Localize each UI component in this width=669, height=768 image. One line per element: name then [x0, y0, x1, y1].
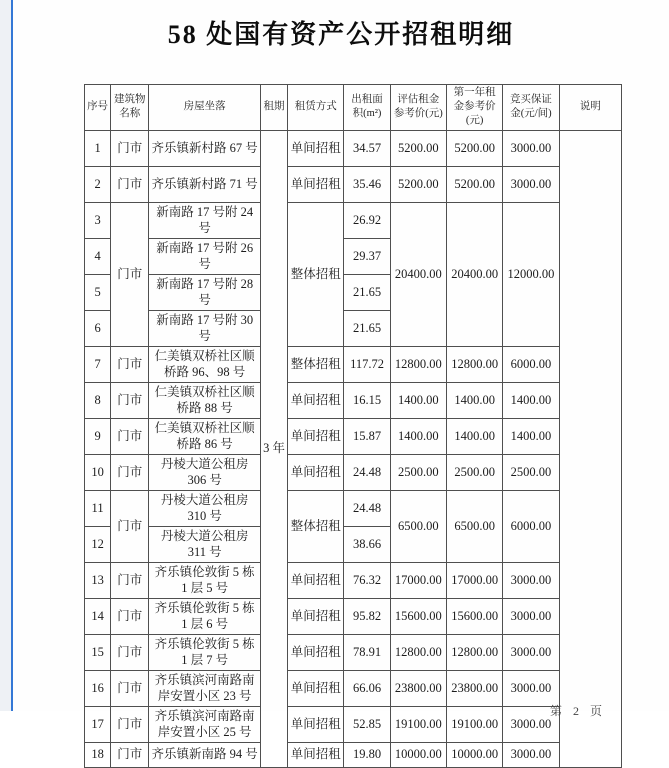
column-header: 评估租金参考价(元)	[390, 85, 446, 131]
table-cell: 仁美镇双桥社区顺桥路 88 号	[149, 382, 261, 418]
table-cell: 95.82	[344, 598, 390, 634]
table-cell: 门市	[111, 454, 149, 490]
table-cell: 6500.00	[446, 490, 502, 562]
table-cell: 仁美镇双桥社区顺桥路 86 号	[149, 418, 261, 454]
table-cell: 4	[85, 238, 111, 274]
table-cell: 15600.00	[446, 598, 502, 634]
table-cell: 单间招租	[288, 706, 344, 742]
table-cell: 8	[85, 382, 111, 418]
table-cell: 单间招租	[288, 634, 344, 670]
table-row	[85, 670, 622, 706]
table-cell: 5	[85, 274, 111, 310]
table-row	[85, 130, 622, 166]
table-cell: 12800.00	[446, 346, 502, 382]
table-cell: 3000.00	[503, 130, 559, 166]
table-cell: 1400.00	[446, 382, 502, 418]
table-cell: 1400.00	[446, 418, 502, 454]
table-cell: 齐乐镇滨河南路南岸安置小区 25 号	[149, 706, 261, 742]
table-cell: 6000.00	[503, 490, 559, 562]
table-cell: 19.80	[344, 742, 390, 767]
table-cell: 3	[85, 202, 111, 238]
table-cell: 丹棱大道公租房 306 号	[149, 454, 261, 490]
table-cell: 14	[85, 598, 111, 634]
table-cell: 整体招租	[288, 202, 344, 346]
header-row	[85, 85, 622, 131]
table-cell: 5200.00	[446, 166, 502, 202]
table-cell: 2500.00	[390, 454, 446, 490]
table-cell: 门市	[111, 490, 149, 562]
table-cell: 单间招租	[288, 166, 344, 202]
table-cell: 单间招租	[288, 418, 344, 454]
table-cell: 3000.00	[503, 598, 559, 634]
table-row	[85, 490, 622, 526]
table-cell: 6000.00	[503, 346, 559, 382]
table-cell: 2500.00	[503, 454, 559, 490]
table-cell: 单间招租	[288, 670, 344, 706]
table-cell: 1400.00	[503, 382, 559, 418]
table-cell: 20400.00	[446, 202, 502, 346]
table-cell: 3000.00	[503, 670, 559, 706]
table-cell: 7	[85, 346, 111, 382]
table-cell: 15	[85, 634, 111, 670]
table-cell: 16.15	[344, 382, 390, 418]
table-cell: 17000.00	[446, 562, 502, 598]
remarks-cell	[559, 130, 621, 767]
column-header: 房屋坐落	[149, 85, 261, 131]
table-cell: 1400.00	[503, 418, 559, 454]
table-cell: 2	[85, 166, 111, 202]
table-row	[85, 346, 622, 382]
table-cell: 5200.00	[446, 130, 502, 166]
table-cell: 门市	[111, 130, 149, 166]
table-cell: 12000.00	[503, 202, 559, 346]
table-cell: 新南路 17 号附 28 号	[149, 274, 261, 310]
table-cell: 门市	[111, 166, 149, 202]
table-cell: 117.72	[344, 346, 390, 382]
table-cell: 5200.00	[390, 130, 446, 166]
table-cell: 3000.00	[503, 634, 559, 670]
table-cell: 1400.00	[390, 382, 446, 418]
table-cell: 29.37	[344, 238, 390, 274]
table-cell: 6	[85, 310, 111, 346]
table-cell: 78.91	[344, 634, 390, 670]
table-cell: 12800.00	[390, 346, 446, 382]
left-margin-strip	[0, 0, 11, 711]
table-cell: 34.57	[344, 130, 390, 166]
table-cell: 6500.00	[390, 490, 446, 562]
table-cell: 52.85	[344, 706, 390, 742]
table-cell: 10	[85, 454, 111, 490]
table-cell: 2500.00	[446, 454, 502, 490]
table-cell: 21.65	[344, 310, 390, 346]
table-cell: 5200.00	[390, 166, 446, 202]
table-cell: 1400.00	[390, 418, 446, 454]
table-cell: 17	[85, 706, 111, 742]
table-cell: 新南路 17 号附 30 号	[149, 310, 261, 346]
table-cell: 门市	[111, 598, 149, 634]
table-cell: 齐乐镇伦敦街 5 栋 1 层 7 号	[149, 634, 261, 670]
table-cell: 丹棱大道公租房 311 号	[149, 526, 261, 562]
table-cell: 单间招租	[288, 130, 344, 166]
table-cell: 门市	[111, 418, 149, 454]
table-row	[85, 598, 622, 634]
table-cell: 13	[85, 562, 111, 598]
table-cell: 9	[85, 418, 111, 454]
page-footer-fragment: 第 2 页	[550, 704, 607, 718]
table-cell: 21.65	[344, 274, 390, 310]
table-cell: 17000.00	[390, 562, 446, 598]
table-cell: 15600.00	[390, 598, 446, 634]
table-row	[85, 454, 622, 490]
column-header: 出租面积(m²)	[344, 85, 390, 131]
table-body	[85, 130, 622, 767]
table-cell: 新南路 17 号附 24 号	[149, 202, 261, 238]
table-cell: 1	[85, 130, 111, 166]
column-header: 说明	[559, 85, 621, 131]
column-header: 建筑物名称	[111, 85, 149, 131]
table-cell: 单间招租	[288, 742, 344, 767]
table-cell: 3000.00	[503, 742, 559, 767]
table-cell: 12	[85, 526, 111, 562]
page-title: 58 处国有资产公开招租明细	[167, 20, 515, 49]
table-cell: 单间招租	[288, 454, 344, 490]
table-row	[85, 202, 622, 238]
table-cell: 整体招租	[288, 490, 344, 562]
table-cell: 门市	[111, 634, 149, 670]
table-row	[85, 166, 622, 202]
table-cell: 24.48	[344, 454, 390, 490]
table-cell: 3000.00	[503, 166, 559, 202]
table-cell: 门市	[111, 670, 149, 706]
column-header: 序号	[85, 85, 111, 131]
table-cell: 丹棱大道公租房 310 号	[149, 490, 261, 526]
table-cell: 19100.00	[446, 706, 502, 742]
table-cell: 10000.00	[390, 742, 446, 767]
table-cell: 12800.00	[390, 634, 446, 670]
table-cell: 19100.00	[390, 706, 446, 742]
table-cell: 齐乐镇滨河南路南岸安置小区 23 号	[149, 670, 261, 706]
table-cell: 门市	[111, 346, 149, 382]
table-cell: 20400.00	[390, 202, 446, 346]
column-header: 竞买保证金(元/间)	[503, 85, 559, 131]
table-cell: 门市	[111, 706, 149, 742]
table-cell: 23800.00	[390, 670, 446, 706]
table-cell: 齐乐镇新村路 67 号	[149, 130, 261, 166]
table-row	[85, 418, 622, 454]
table-cell: 10000.00	[446, 742, 502, 767]
table-cell: 23800.00	[446, 670, 502, 706]
table-cell: 35.46	[344, 166, 390, 202]
table-cell: 仁美镇双桥社区顺桥路 96、98 号	[149, 346, 261, 382]
lease-term-cell: 3 年	[260, 130, 287, 767]
table-row	[85, 562, 622, 598]
table-row	[85, 742, 622, 767]
table-cell: 24.48	[344, 490, 390, 526]
column-header: 租期	[260, 85, 287, 131]
table-cell: 18	[85, 742, 111, 767]
table-cell: 单间招租	[288, 382, 344, 418]
table-cell: 整体招租	[288, 346, 344, 382]
table-cell: 齐乐镇新村路 71 号	[149, 166, 261, 202]
table-cell: 齐乐镇伦敦街 5 栋 1 层 6 号	[149, 598, 261, 634]
table-cell: 门市	[111, 202, 149, 346]
table-cell: 3000.00	[503, 706, 559, 742]
column-header: 第一年租金参考价(元)	[446, 85, 502, 131]
table-row	[85, 634, 622, 670]
table-cell: 单间招租	[288, 598, 344, 634]
table-row	[85, 706, 622, 742]
table-cell: 38.66	[344, 526, 390, 562]
column-header: 租赁方式	[288, 85, 344, 131]
table-cell: 76.32	[344, 562, 390, 598]
rental-table	[84, 84, 622, 768]
table-cell: 16	[85, 670, 111, 706]
table-cell: 单间招租	[288, 562, 344, 598]
table-cell: 齐乐镇伦敦街 5 栋 1 层 5 号	[149, 562, 261, 598]
table-cell: 3000.00	[503, 562, 559, 598]
table-cell: 门市	[111, 562, 149, 598]
document-content	[13, 0, 669, 762]
table-row	[85, 382, 622, 418]
table-cell: 66.06	[344, 670, 390, 706]
table-cell: 11	[85, 490, 111, 526]
table-cell: 齐乐镇新南路 94 号	[149, 742, 261, 767]
table-cell: 26.92	[344, 202, 390, 238]
table-cell: 门市	[111, 742, 149, 767]
table-cell: 新南路 17 号附 26 号	[149, 238, 261, 274]
table-cell: 12800.00	[446, 634, 502, 670]
table-cell: 15.87	[344, 418, 390, 454]
table-cell: 门市	[111, 382, 149, 418]
